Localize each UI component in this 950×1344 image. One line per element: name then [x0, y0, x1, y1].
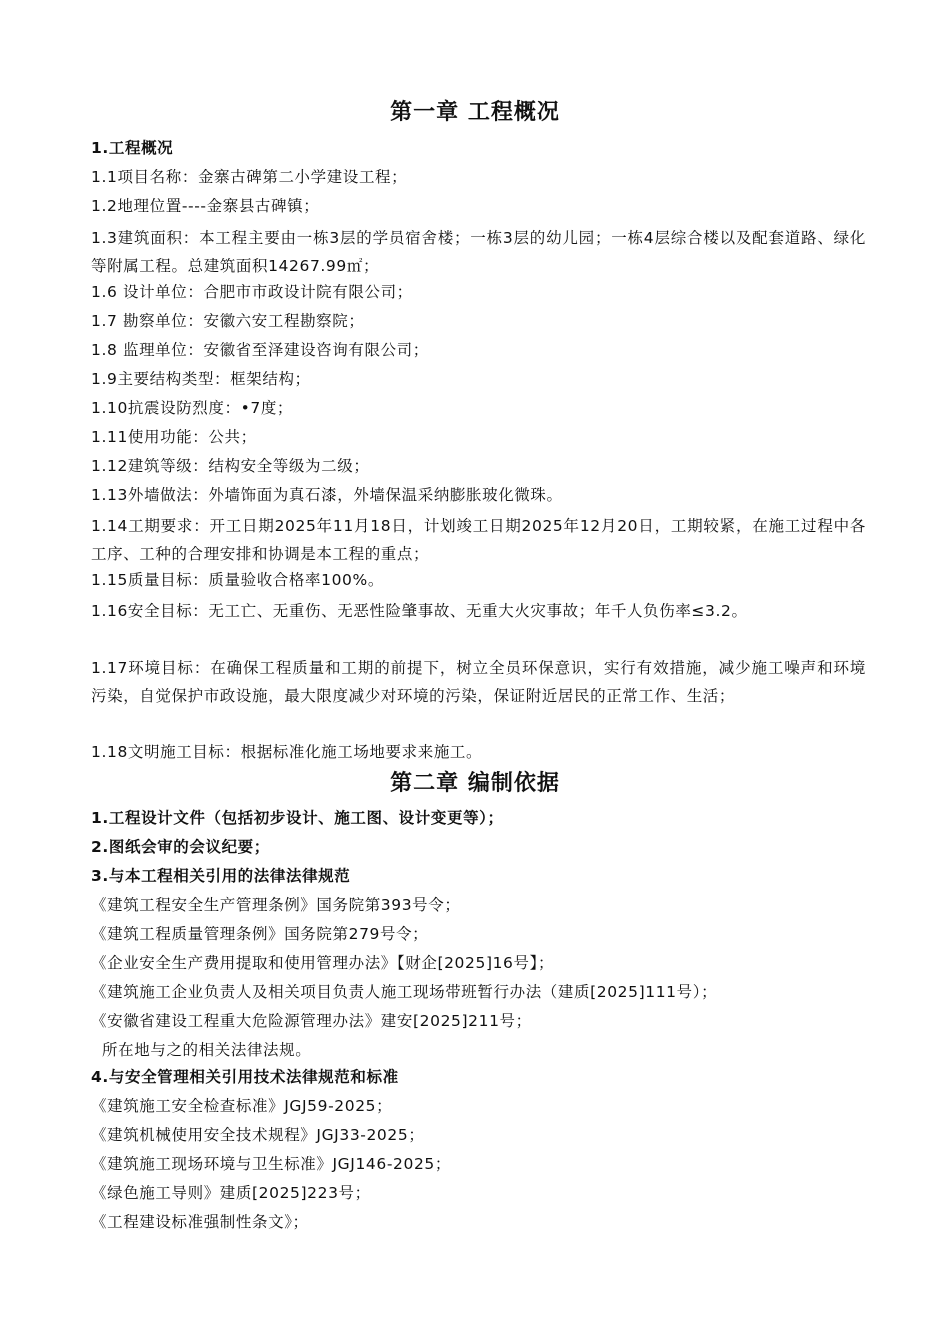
- basis-heading-1: 1.工程设计文件（包括初步设计、施工图、设计变更等）；: [91, 809, 504, 827]
- standard-item: 《工程建设标准强制性条文》；: [91, 1213, 309, 1231]
- chapter-1-title: 第一章 工程概况: [390, 99, 560, 125]
- standard-item: 《建筑施工安全检查标准》JGJ59-2025；: [91, 1097, 393, 1115]
- standard-item: 《建筑机械使用安全技术规程》JGJ33-2025；: [91, 1126, 425, 1144]
- standard-item: 《绿色施工导则》建质[2025]223号；: [91, 1184, 371, 1202]
- law-item: 《安徽省建设工程重大危险源管理办法》建安[2025]211号；: [91, 1012, 532, 1030]
- basis-heading-4: 4.与安全管理相关引用技术法律规范和标准: [91, 1068, 399, 1086]
- item-structure-type: 1.9主要结构类型：框架结构；: [91, 370, 311, 388]
- basis-heading-2: 2.图纸会审的会议纪要；: [91, 838, 270, 856]
- item-design-unit: 1.6 设计单位：合肥市市政设计院有限公司；: [91, 283, 413, 301]
- law-item: 《建筑工程安全生产管理条例》国务院第393号令；: [91, 896, 461, 914]
- item-survey-unit: 1.7 勘察单位：安徽六安工程勘察院；: [91, 312, 365, 330]
- basis-heading-3: 3.与本工程相关引用的法律法律规范: [91, 867, 351, 885]
- item-project-name: 1.1项目名称：金寨古碑第二小学建设工程；: [91, 168, 408, 186]
- item-grade: 1.12建筑等级：结构安全等级为二级；: [91, 457, 370, 475]
- law-item: 《建筑施工企业负责人及相关项目负责人施工现场带班暂行办法（建质[2025]111号）；: [91, 983, 718, 1001]
- standard-item: 《建筑施工现场环境与卫生标准》JGJ146-2025；: [91, 1155, 451, 1173]
- law-item: 所在地与之的相关法律法规。: [91, 1041, 312, 1059]
- item-supervision-unit: 1.8 监理单位：安徽省至泽建设咨询有限公司；: [91, 341, 429, 359]
- item-schedule: 1.14工期要求：开工日期2025年11月18日，计划竣工日期2025年12月20日，工期较紧，在施工过程中各工序、工种的合理安排和协调是本工程的重点；: [91, 517, 866, 563]
- item-building-area: 1.3建筑面积：本工程主要由一栋3层的学员宿舍楼；一栋3层的幼儿园；一栋4层综合楼以及配套道路、绿化等附属工程。总建筑面积14267.99㎡；: [91, 229, 866, 275]
- item-location: 1.2地理位置----金寨县古碑镇；: [91, 197, 320, 215]
- item-seismic: 1.10抗震设防烈度：•7度；: [91, 399, 294, 417]
- item-quality-goal: 1.15质量目标：质量验收合格率100%。: [91, 571, 384, 589]
- item-safety-goal: 1.16安全目标：无工亡、无重伤、无恶性险肇事故、无重大火灾事故；年千人负伤率≤3.2。: [91, 602, 748, 620]
- law-item: 《建筑工程质量管理条例》国务院第279号令；: [91, 925, 429, 943]
- item-environment-goal: 1.17环境目标：在确保工程质量和工期的前提下，树立全员环保意识，实行有效措施，减少施工噪声和环境污染，自觉保护市政设施，最大限度减少对环境的污染，保证附近居民的正常工作、生活；: [91, 659, 866, 705]
- law-item: 《企业安全生产费用提取和使用管理办法》【财企[2025]16号】；: [91, 954, 555, 972]
- item-civilized-construction: 1.18文明施工目标：根据标准化施工场地要求来施工。: [91, 743, 483, 761]
- item-function: 1.11使用功能：公共；: [91, 428, 257, 446]
- item-exterior-wall: 1.13外墙做法：外墙饰面为真石漆，外墙保温采纳膨胀玻化微珠。: [91, 486, 563, 504]
- section-heading: 1.工程概况: [91, 139, 174, 157]
- chapter-2-title: 第二章 编制依据: [390, 770, 560, 796]
